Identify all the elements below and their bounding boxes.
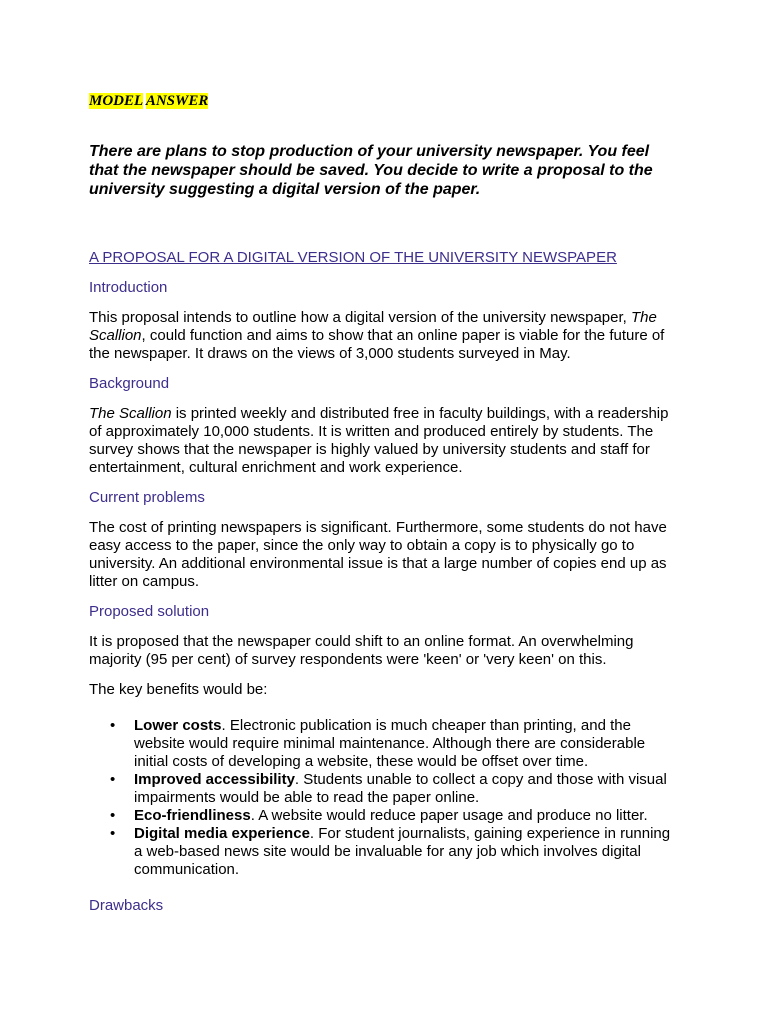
heading-drawbacks: Drawbacks	[89, 897, 164, 914]
benefit-term: Digital media experience	[134, 825, 310, 842]
benefits-list	[89, 717, 679, 879]
list-item	[110, 825, 679, 879]
bullet-icon: •	[110, 771, 116, 788]
bullet-icon: •	[110, 717, 116, 734]
benefit-text: . A website would reduce paper usage and produce no litter.	[250, 807, 648, 824]
intro-paper-name: The Scallion	[89, 309, 657, 344]
heading-proposed-solution: Proposed solution	[89, 603, 210, 620]
proposal-title: A PROPOSAL FOR A DIGITAL VERSION OF THE UNIVERSITY NEWSPAPER	[89, 249, 617, 266]
background-text: is printed weekly and distributed free in faculty buildings, with a readership of approximately 10,000 students. It is written and produced entirely by students. The survey shows that the newspaper is highly valued by university students and staff for entertainment, cultural enrichment and work experience.	[89, 405, 669, 476]
heading-background: Background	[89, 375, 170, 392]
bullet-icon: •	[110, 807, 116, 824]
introduction-paragraph	[89, 309, 679, 363]
intro-text-after: , could function and aims to show that an online paper is viable for the future of the newspaper. It draws on the views of 3,000 students surveyed in May.	[89, 327, 665, 362]
model-answer-word-1: MODEL	[89, 93, 143, 109]
model-answer-word-2: ANSWER	[145, 93, 209, 109]
benefit-text: . Electronic publication is much cheaper than printing, and the website would require minimal maintenance. Although there are considerable initial costs of developing a website, these would be offset over time.	[134, 717, 646, 770]
benefit-text: . For student journalists, gaining experience in running a web-based news site would be invaluable for any job which involves digital communication.	[134, 825, 671, 878]
current-problems-paragraph: The cost of printing newspapers is significant. Furthermore, some students do not have easy access to the paper, since the only way to obtain a copy is to physically go to university. An additional environmental issue is that a large number of copies end up as litter on campus.	[89, 519, 667, 590]
benefit-text: . Students unable to collect a copy and those with visual impairments would be able to read the paper online.	[134, 771, 667, 806]
background-paper-name: The Scallion	[89, 405, 172, 422]
bullet-icon: •	[110, 825, 116, 842]
benefits-intro: The key benefits would be:	[89, 681, 268, 698]
document-content	[89, 91, 679, 915]
heading-current-problems: Current problems	[89, 489, 205, 506]
heading-introduction: Introduction	[89, 279, 168, 296]
list-item	[110, 807, 679, 825]
task-prompt: There are plans to stop production of your university newspaper. You feel that the newspaper should be saved. You decide to write a proposal to the university suggesting a digital version of the paper.	[89, 143, 653, 198]
list-item	[110, 717, 679, 771]
list-item	[110, 771, 679, 807]
model-answer-label	[89, 91, 679, 111]
proposed-solution-paragraph: It is proposed that the newspaper could shift to an online format. An overwhelming majority (95 per cent) of survey respondents were 'keen' or 'very keen' on this.	[89, 633, 634, 668]
benefit-term: Lower costs	[134, 717, 222, 734]
benefit-term: Improved accessibility	[134, 771, 295, 788]
background-paragraph	[89, 405, 679, 477]
benefit-term: Eco-friendliness	[134, 807, 251, 824]
intro-text-before: This proposal intends to outline how a digital version of the university newspaper,	[89, 309, 631, 326]
